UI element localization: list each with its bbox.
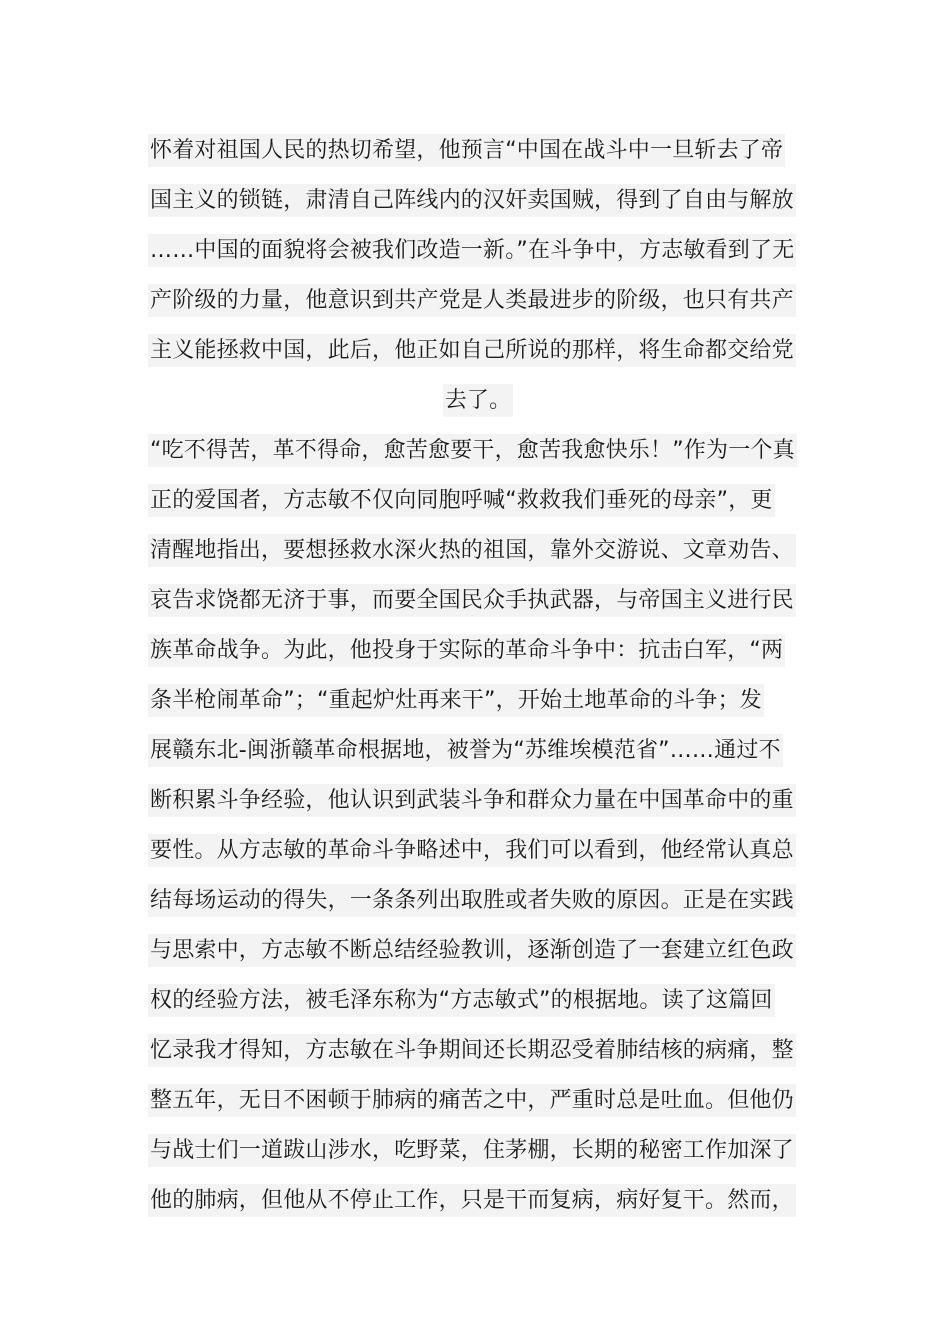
text-line: 展赣东北-闽浙赣革命根据地，被誉为“苏维埃模范省”……通过不 xyxy=(148,726,808,776)
text-line: 结每场运动的得失，一条条列出取胜或者失败的原因。正是在实践 xyxy=(148,876,808,926)
text-line: “吃不得苦，革不得命，愈苦愈要干，愈苦我愈快乐！”作为一个真 xyxy=(148,426,808,476)
text-line: 怀着对祖国人民的热切希望，他预言“中国在战斗中一旦斩去了帝 xyxy=(148,126,808,176)
text-line: 权的经验方法，被毛泽东称为“方志敏式”的根据地。读了这篇回 xyxy=(148,976,808,1026)
text-line: 清醒地指出，要想拯救水深火热的祖国，靠外交游说、文章劝告、 xyxy=(148,526,808,576)
text-line: 要性。从方志敏的革命斗争略述中，我们可以看到，他经常认真总 xyxy=(148,826,808,876)
text-line: 他的肺病，但他从不停止工作，只是干而复病，病好复干。然而， xyxy=(148,1176,808,1226)
text-line: 去了。 xyxy=(148,376,808,426)
document-body xyxy=(148,126,808,1226)
text-line: 忆录我才得知，方志敏在斗争期间还长期忍受着肺结核的病痛，整 xyxy=(148,1026,808,1076)
text-line: 条半枪闹革命”；“重起炉灶再来干”，开始土地革命的斗争；发 xyxy=(148,676,808,726)
text-line: 产阶级的力量，他意识到共产党是人类最进步的阶级，也只有共产 xyxy=(148,276,808,326)
text-line: 整五年，无日不困顿于肺病的痛苦之中，严重时总是吐血。但他仍 xyxy=(148,1076,808,1126)
text-line: 与思索中，方志敏不断总结经验教训，逐渐创造了一套建立红色政 xyxy=(148,926,808,976)
text-line: ……中国的面貌将会被我们改造一新。”在斗争中，方志敏看到了无 xyxy=(148,226,808,276)
text-line: 正的爱国者，方志敏不仅向同胞呼喊“救救我们垂死的母亲”，更 xyxy=(148,476,808,526)
text-line: 哀告求饶都无济于事，而要全国民众手执武器，与帝国主义进行民 xyxy=(148,576,808,626)
text-line: 断积累斗争经验，他认识到武装斗争和群众力量在中国革命中的重 xyxy=(148,776,808,826)
text-line: 与战士们一道跋山涉水，吃野菜，住茅棚，长期的秘密工作加深了 xyxy=(148,1126,808,1176)
text-line: 族革命战争。为此，他投身于实际的革命斗争中：抗击白军，“两 xyxy=(148,626,808,676)
text-line: 国主义的锁链，肃清自己阵线内的汉奸卖国贼，得到了自由与解放 xyxy=(148,176,808,226)
text-line: 主义能拯救中国，此后，他正如自己所说的那样，将生命都交给党 xyxy=(148,326,808,376)
